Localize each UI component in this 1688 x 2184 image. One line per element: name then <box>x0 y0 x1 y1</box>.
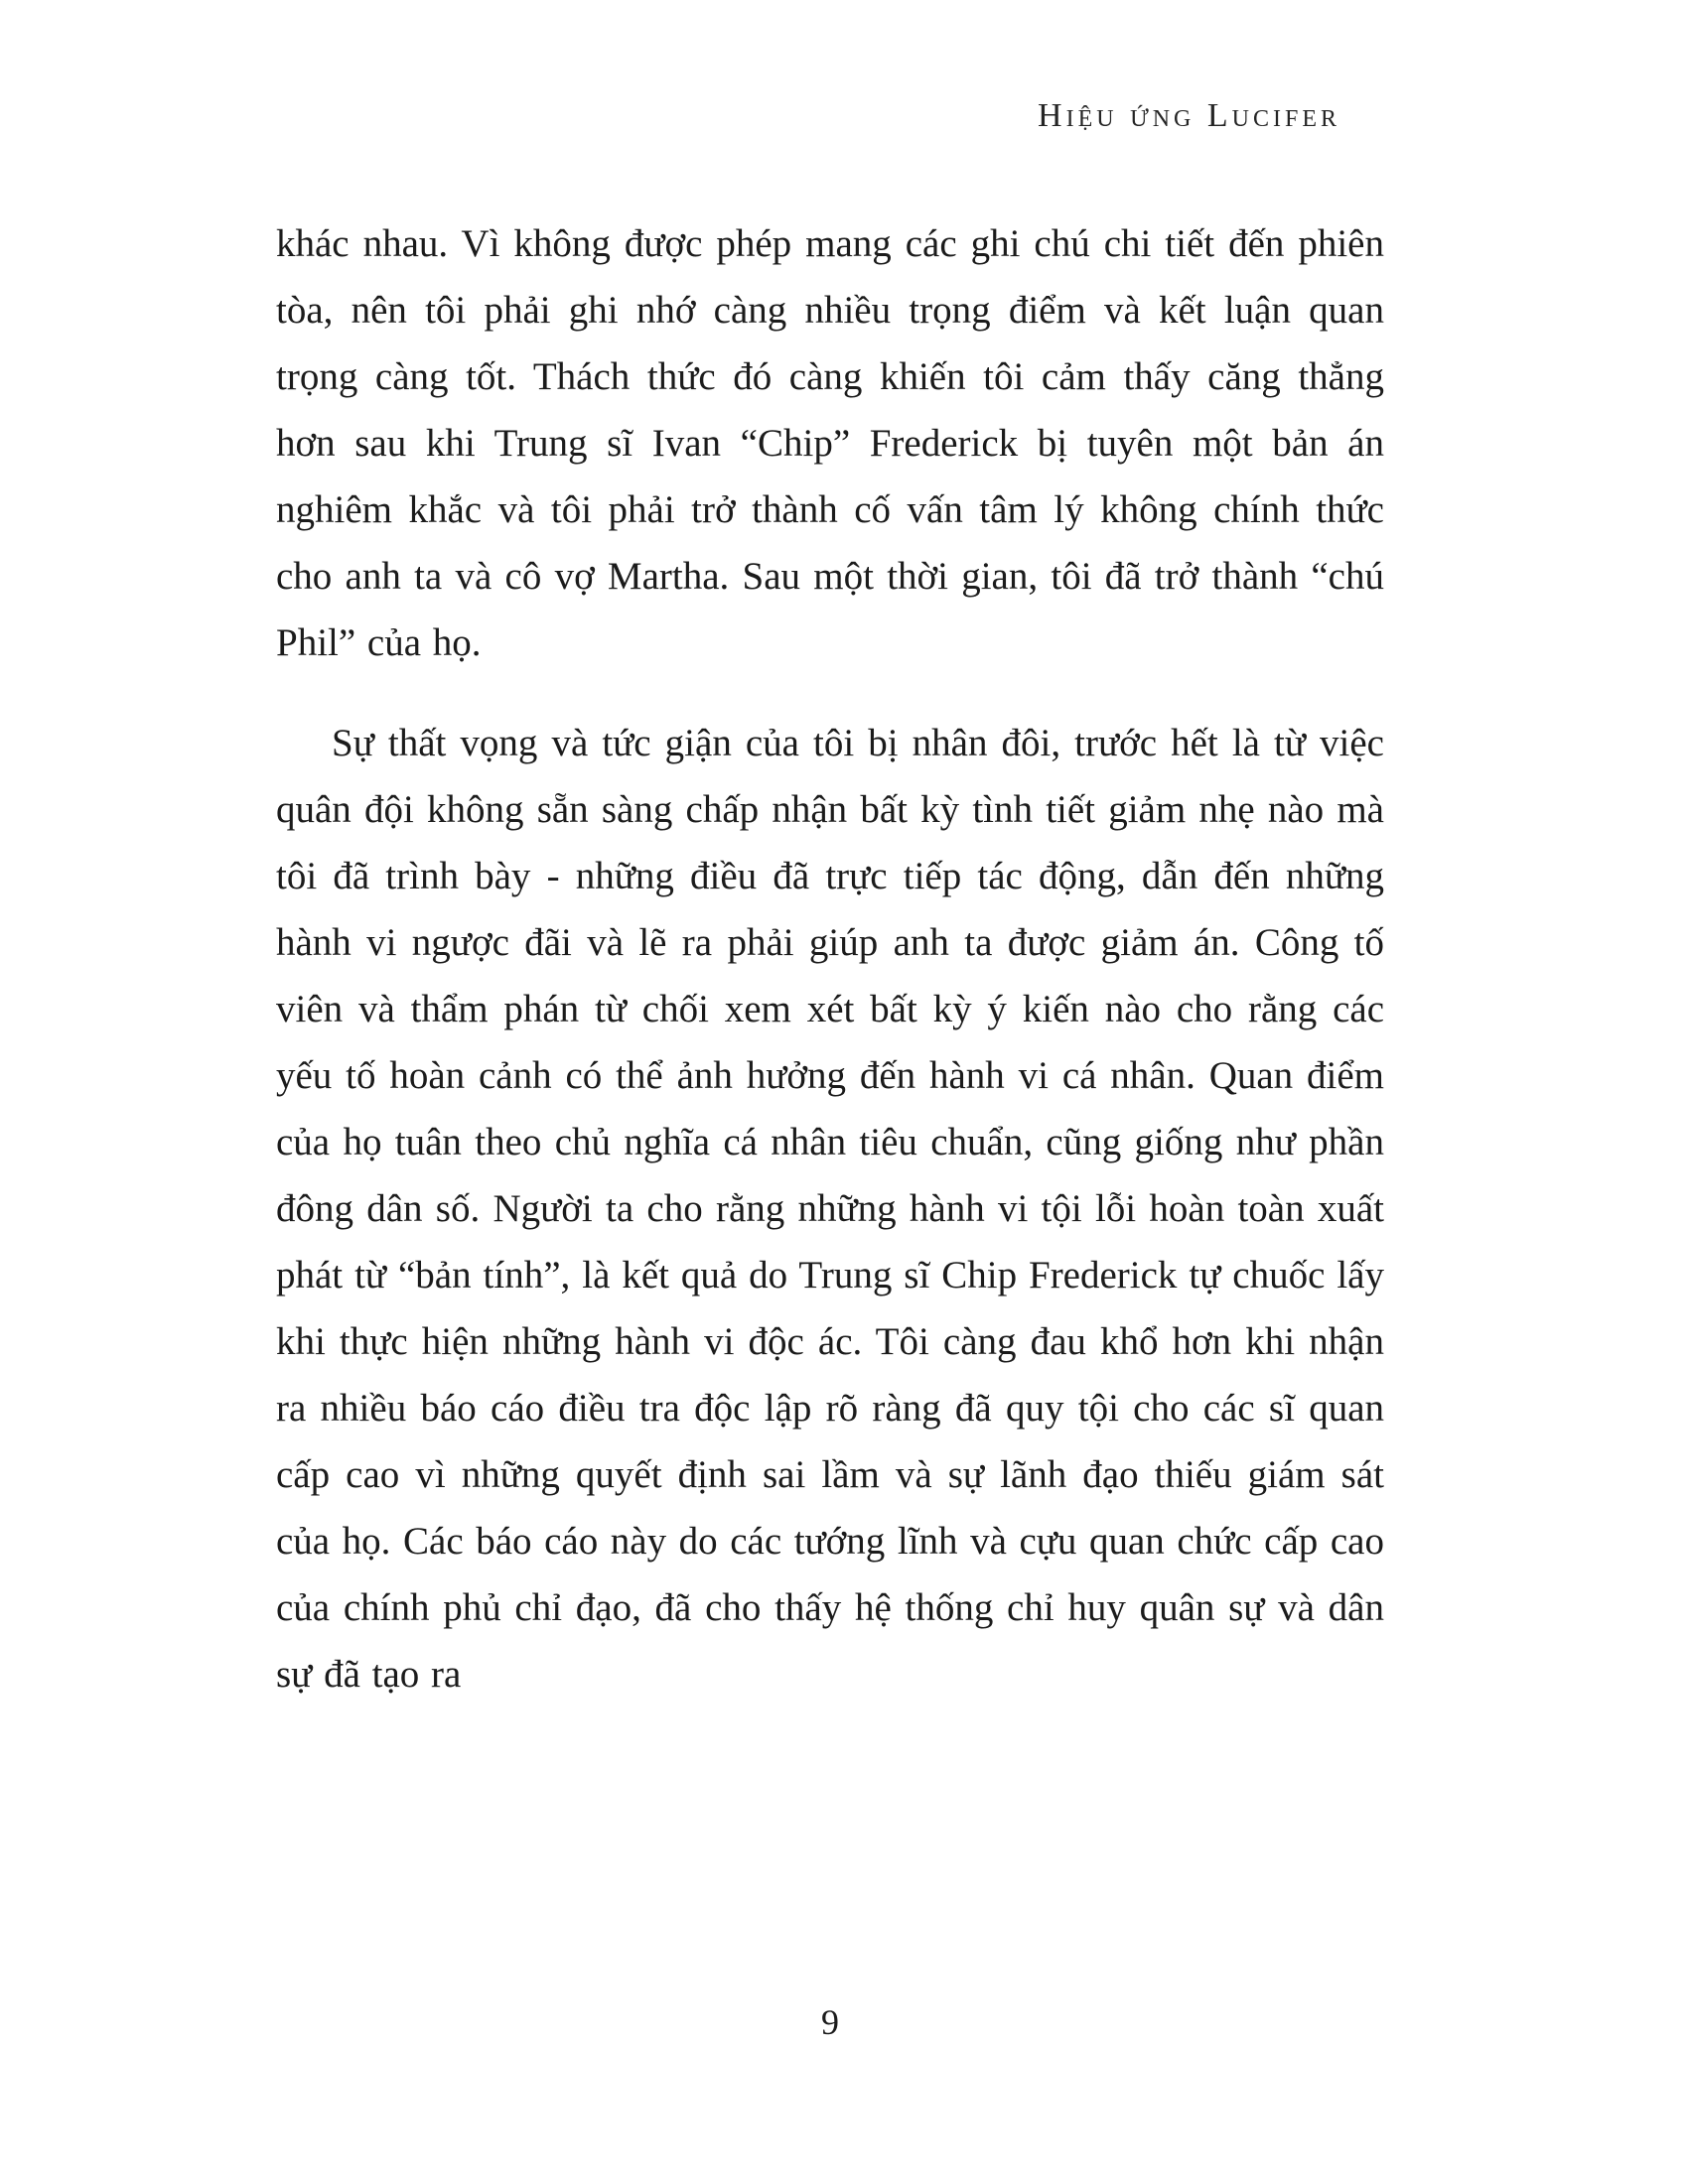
running-header <box>276 97 1340 135</box>
body-paragraph: Sự thất vọng và tức giận của tôi bị nhân đôi, trước hết là từ việc quân đội không sẵn sàng chấp nhận bất kỳ tình tiết giảm nhẹ nào mà tôi đã trình bày - những điều đã trực tiếp tác động, dẫn đến những hành vi ngược đãi và lẽ ra phải giúp anh ta được giảm án. Công tố viên và thẩm phán từ chối xem xét bất kỳ ý kiến nào cho rằng các yếu tố hoàn cảnh có thể ảnh hưởng đến hành vi cá nhân. Quan điểm của họ tuân theo chủ nghĩa cá nhân tiêu chuẩn, cũng giống như phần đông dân số. Người ta cho rằng những hành vi tội lỗi hoàn toàn xuất phát từ “bản tính”, là kết quả do Trung sĩ Chip Frederick tự chuốc lấy khi thực hiện những hành vi độc ác. Tôi càng đau khổ hơn khi nhận ra nhiều báo cáo điều tra độc lập rõ ràng đã quy tội cho các sĩ quan cấp cao vì những quyết định sai lầm và sự lãnh đạo thiếu giám sát của họ. Các báo cáo này do các tướng lĩnh và cựu quan chức cấp cao của chính phủ chỉ đạo, đã cho thấy hệ thống chỉ huy quân sự và dân sự đã tạo ra <box>276 722 1384 1696</box>
running-header-title: Hiệu ứng Lucifer <box>1038 97 1340 134</box>
body-paragraph: khác nhau. Vì không được phép mang các ghi chú chi tiết đến phiên tòa, nên tôi phải ghi nhớ càng nhiều trọng điểm và kết luận quan trọng càng tốt. Thách thức đó càng khiến tôi cảm thấy căng thẳng hơn sau khi Trung sĩ Ivan “Chip” Frederick bị tuyên một bản án nghiêm khắc và tôi phải trở thành cố vấn tâm lý không chính thức cho anh ta và cô vợ Martha. Sau một thời gian, tôi đã trở thành “chú Phil” của họ. <box>276 222 1384 664</box>
page-number: 9 <box>821 2002 839 2042</box>
text-block <box>276 210 1384 1707</box>
